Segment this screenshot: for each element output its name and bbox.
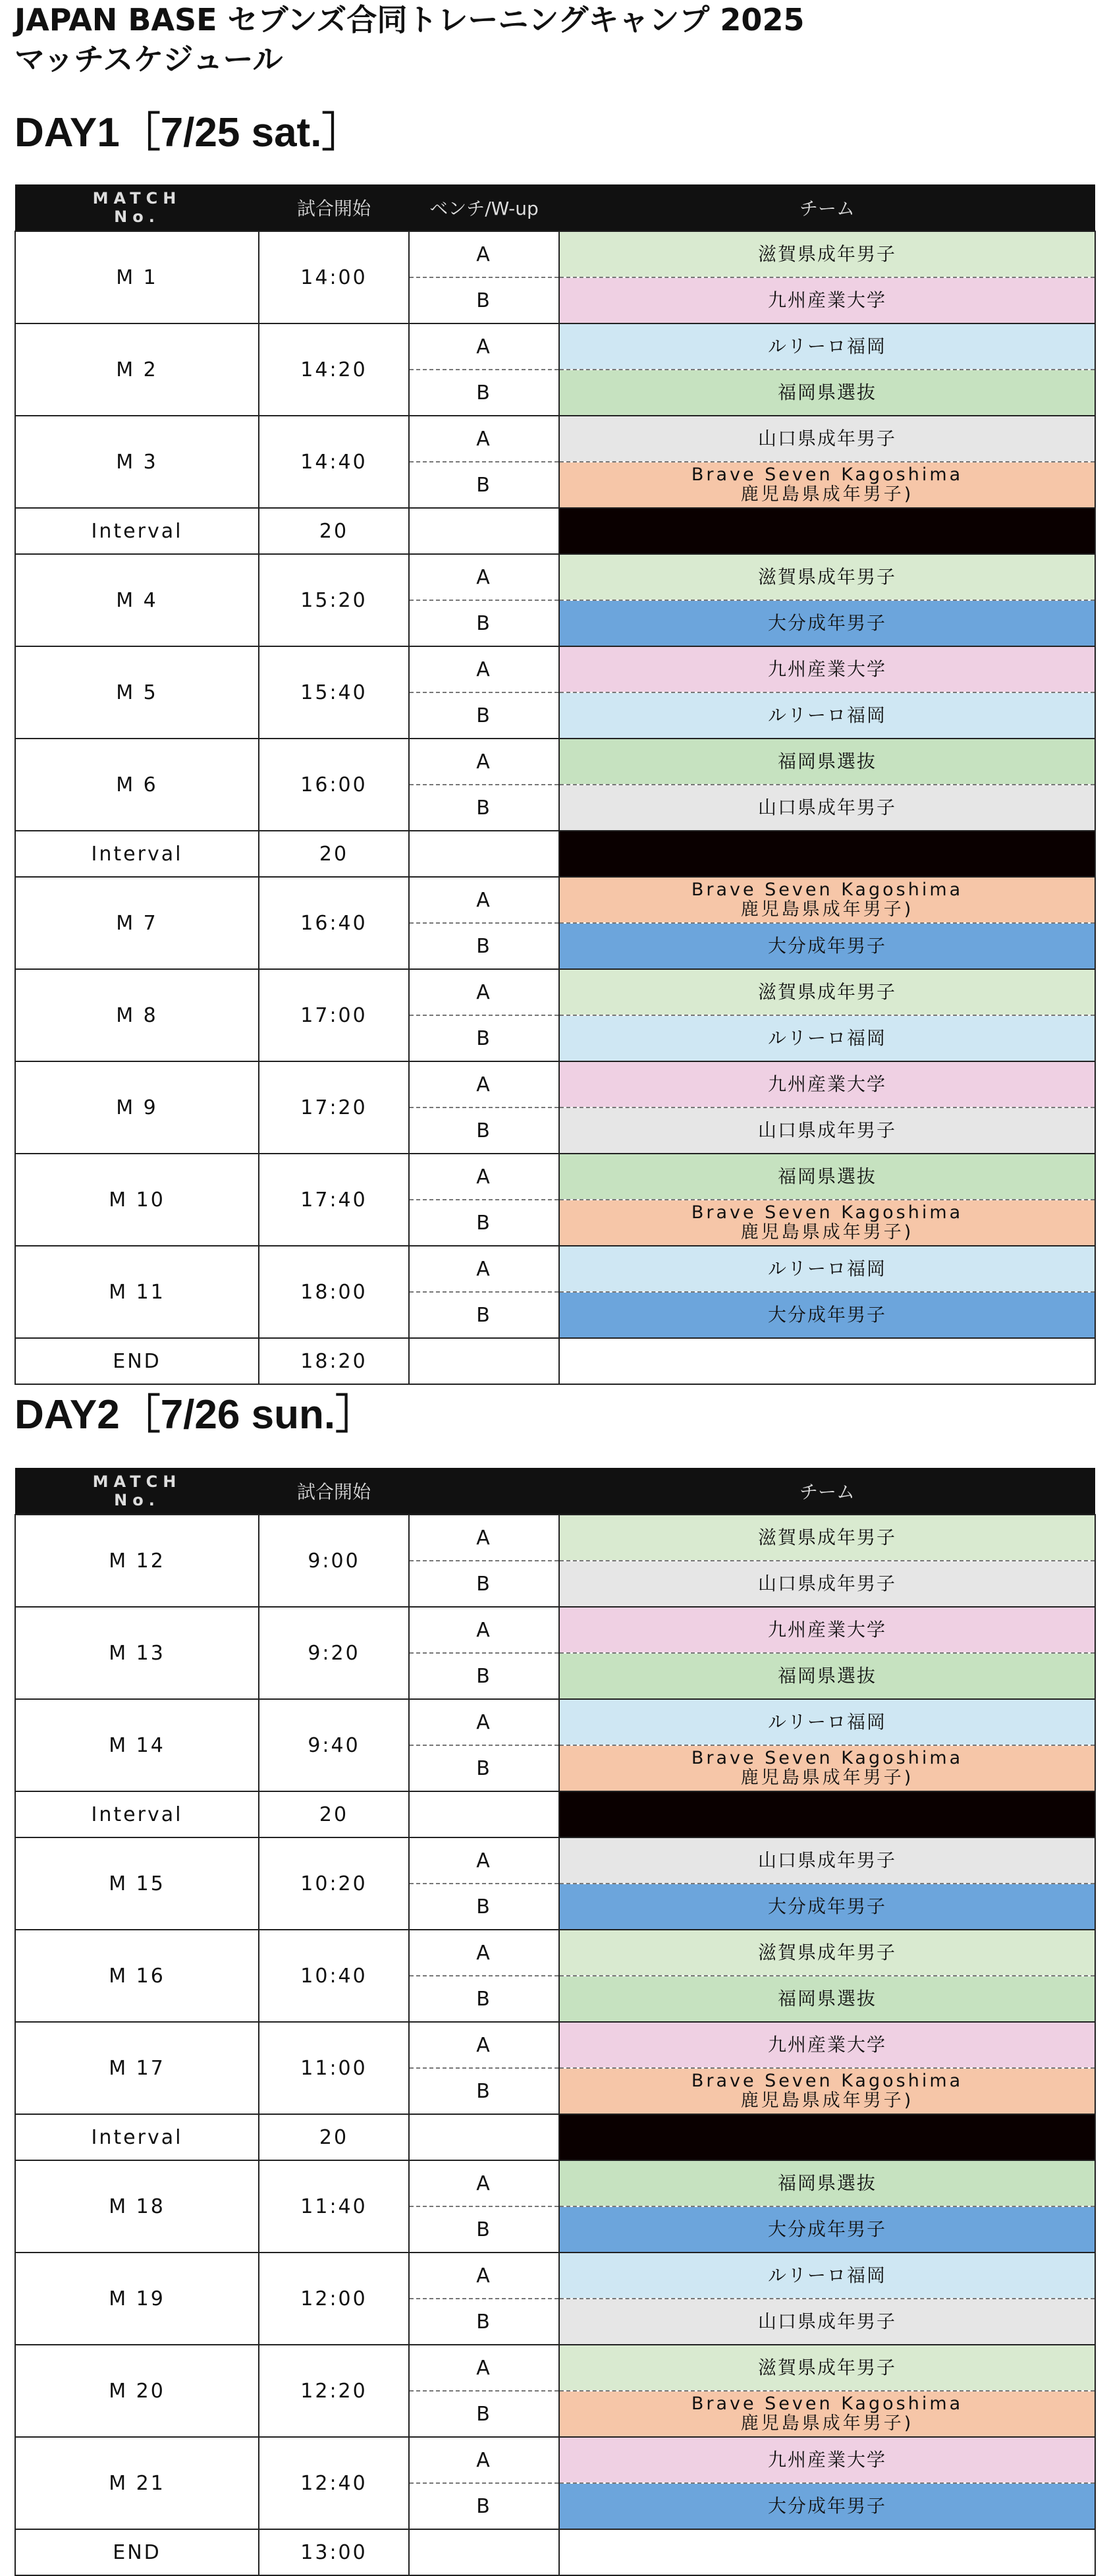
team-a: 山口県成年男子: [559, 1837, 1095, 1884]
bench-label-b: B: [409, 785, 559, 831]
end-time: 13:00: [259, 2529, 409, 2575]
start-time: 16:40: [259, 877, 409, 969]
interval-bar: [559, 508, 1095, 554]
bench-label-b: B: [409, 462, 559, 508]
interval-label: Interval: [15, 2114, 259, 2160]
start-time: 14:00: [259, 231, 409, 323]
interval-duration: 20: [259, 1791, 409, 1837]
bench-label-b: B: [409, 2483, 559, 2529]
match-no-header: MATCH No.: [15, 1468, 259, 1515]
team-a: 滋賀県成年男子: [559, 2345, 1095, 2391]
bench-header: ベンチ/W-up: [409, 184, 559, 231]
interval-row: [15, 508, 1095, 554]
interval-duration: 20: [259, 508, 409, 554]
match-row: [15, 1246, 1095, 1292]
interval-duration: 20: [259, 2114, 409, 2160]
bench-empty: [409, 1791, 559, 1837]
match-row: [15, 1837, 1095, 1884]
page-subtitle: マッチスケジュール: [14, 42, 283, 77]
bench-label-b: B: [409, 370, 559, 416]
table-header-row: [15, 1468, 1095, 1515]
team-b: 大分成年男子: [559, 600, 1095, 646]
match-row: [15, 2160, 1095, 2206]
match-number: M 11: [15, 1246, 259, 1338]
team-b: ルリーロ福岡: [559, 692, 1095, 739]
start-time: 10:20: [259, 1837, 409, 1930]
bench-label-a: A: [409, 969, 559, 1015]
match-number: M 8: [15, 969, 259, 1061]
match-no-header: MATCH No.: [15, 184, 259, 231]
team-a: 滋賀県成年男子: [559, 554, 1095, 600]
match-number: M 3: [15, 416, 259, 508]
team-b: 福岡県選抜: [559, 1976, 1095, 2022]
bench-label-a: A: [409, 554, 559, 600]
start-time: 9:40: [259, 1699, 409, 1791]
match-number: M 5: [15, 646, 259, 739]
bench-label-a: A: [409, 1699, 559, 1745]
match-row: [15, 969, 1095, 1015]
team-a: 九州産業大学: [559, 2437, 1095, 2483]
match-row: [15, 416, 1095, 462]
interval-bar: [559, 1791, 1095, 1837]
match-number: M 1: [15, 231, 259, 323]
match-row: [15, 323, 1095, 370]
team-a: ルリーロ福岡: [559, 323, 1095, 370]
match-row: [15, 646, 1095, 692]
team-b: 大分成年男子: [559, 1884, 1095, 1930]
bench-label-a: A: [409, 1154, 559, 1200]
team-b: 山口県成年男子: [559, 1561, 1095, 1607]
bench-label-a: A: [409, 416, 559, 462]
start-time: 18:00: [259, 1246, 409, 1338]
match-number: M 7: [15, 877, 259, 969]
bench-label-a: A: [409, 2345, 559, 2391]
match-row: [15, 231, 1095, 277]
match-row: [15, 739, 1095, 785]
start-time-header: 試合開始: [259, 184, 409, 231]
bench-label-a: A: [409, 1061, 559, 1107]
match-number: M 17: [15, 2022, 259, 2114]
bench-label-a: A: [409, 1246, 559, 1292]
bench-empty: [409, 508, 559, 554]
team-b: 福岡県選抜: [559, 1653, 1095, 1699]
interval-label: Interval: [15, 508, 259, 554]
bench-label-b: B: [409, 2206, 559, 2253]
start-time: 11:00: [259, 2022, 409, 2114]
bench-label-a: A: [409, 323, 559, 370]
bench-label-b: B: [409, 1292, 559, 1338]
bench-label-b: B: [409, 2391, 559, 2437]
bench-label-b: B: [409, 923, 559, 969]
match-row: [15, 1515, 1095, 1561]
team-b: 山口県成年男子: [559, 1107, 1095, 1154]
bench-label-b: B: [409, 2068, 559, 2114]
end-label: END: [15, 2529, 259, 2575]
start-time-header: 試合開始: [259, 1468, 409, 1515]
bench-label-b: B: [409, 1653, 559, 1699]
bench-label-b: B: [409, 692, 559, 739]
bench-label-b: B: [409, 1107, 559, 1154]
end-empty: [559, 2529, 1095, 2575]
bench-label-b: B: [409, 1015, 559, 1061]
end-label: END: [15, 1338, 259, 1384]
team-b: 大分成年男子: [559, 2483, 1095, 2529]
end-time: 18:20: [259, 1338, 409, 1384]
team-b: ルリーロ福岡: [559, 1015, 1095, 1061]
team-b: Brave Seven Kagoshima 鹿児島県成年男子): [559, 2391, 1095, 2437]
team-a: ルリーロ福岡: [559, 1699, 1095, 1745]
match-number: M 16: [15, 1930, 259, 2022]
match-number: M 10: [15, 1154, 259, 1246]
bench-label-a: A: [409, 739, 559, 785]
match-row: [15, 877, 1095, 923]
day1-title: DAY1［7/25 sat.］: [14, 110, 363, 155]
start-time: 17:40: [259, 1154, 409, 1246]
bench-empty: [409, 2529, 559, 2575]
bench-empty: [409, 831, 559, 877]
interval-label: Interval: [15, 1791, 259, 1837]
team-a: 九州産業大学: [559, 1061, 1095, 1107]
match-row: [15, 2345, 1095, 2391]
interval-bar: [559, 2114, 1095, 2160]
team-a: Brave Seven Kagoshima 鹿児島県成年男子): [559, 877, 1095, 923]
match-row: [15, 554, 1095, 600]
bench-label-b: B: [409, 277, 559, 323]
end-empty: [559, 1338, 1095, 1384]
team-a: 九州産業大学: [559, 2022, 1095, 2068]
team-b: Brave Seven Kagoshima 鹿児島県成年男子): [559, 1745, 1095, 1791]
start-time: 17:20: [259, 1061, 409, 1154]
match-number: M 2: [15, 323, 259, 416]
team-a: 九州産業大学: [559, 646, 1095, 692]
bench-header: [409, 1468, 559, 1515]
bench-label-a: A: [409, 877, 559, 923]
day1-schedule-table: [14, 184, 1096, 1385]
match-row: [15, 1607, 1095, 1653]
match-number: M 12: [15, 1515, 259, 1607]
match-row: [15, 2022, 1095, 2068]
team-b: 九州産業大学: [559, 277, 1095, 323]
match-row: [15, 1699, 1095, 1745]
team-header: チーム: [559, 1468, 1095, 1515]
match-row: [15, 2253, 1095, 2299]
table-header-row: [15, 184, 1095, 231]
team-header: チーム: [559, 184, 1095, 231]
team-b: 大分成年男子: [559, 923, 1095, 969]
team-b: Brave Seven Kagoshima 鹿児島県成年男子): [559, 1200, 1095, 1246]
bench-label-a: A: [409, 1607, 559, 1653]
bench-label-a: A: [409, 2022, 559, 2068]
interval-row: [15, 1791, 1095, 1837]
bench-label-a: A: [409, 2253, 559, 2299]
team-a: 福岡県選抜: [559, 739, 1095, 785]
bench-label-a: A: [409, 2437, 559, 2483]
team-b: 山口県成年男子: [559, 2299, 1095, 2345]
match-row: [15, 2437, 1095, 2483]
bench-label-a: A: [409, 1837, 559, 1884]
interval-row: [15, 831, 1095, 877]
bench-label-b: B: [409, 1884, 559, 1930]
team-b: Brave Seven Kagoshima 鹿児島県成年男子): [559, 2068, 1095, 2114]
bench-label-a: A: [409, 1930, 559, 1976]
bench-label-b: B: [409, 1745, 559, 1791]
bench-label-b: B: [409, 1976, 559, 2022]
bench-label-a: A: [409, 231, 559, 277]
team-a: 福岡県選抜: [559, 2160, 1095, 2206]
start-time: 12:00: [259, 2253, 409, 2345]
team-b: 福岡県選抜: [559, 370, 1095, 416]
interval-row: [15, 2114, 1095, 2160]
start-time: 12:20: [259, 2345, 409, 2437]
bench-label-a: A: [409, 646, 559, 692]
end-row: [15, 2529, 1095, 2575]
bench-empty: [409, 1338, 559, 1384]
team-a: ルリーロ福岡: [559, 2253, 1095, 2299]
match-row: [15, 1061, 1095, 1107]
start-time: 9:20: [259, 1607, 409, 1699]
team-a: 山口県成年男子: [559, 416, 1095, 462]
bench-label-b: B: [409, 600, 559, 646]
page-title: JAPAN BASE セブンズ合同トレーニングキャンプ 2025: [14, 2, 805, 38]
bench-label-b: B: [409, 1561, 559, 1607]
start-time: 14:20: [259, 323, 409, 416]
match-number: M 20: [15, 2345, 259, 2437]
match-number: M 18: [15, 2160, 259, 2253]
match-number: M 9: [15, 1061, 259, 1154]
team-a: 滋賀県成年男子: [559, 1515, 1095, 1561]
start-time: 10:40: [259, 1930, 409, 2022]
end-row: [15, 1338, 1095, 1384]
day2-schedule-table: [14, 1468, 1096, 2576]
start-time: 16:00: [259, 739, 409, 831]
match-number: M 14: [15, 1699, 259, 1791]
match-number: M 15: [15, 1837, 259, 1930]
interval-bar: [559, 831, 1095, 877]
start-time: 15:20: [259, 554, 409, 646]
interval-duration: 20: [259, 831, 409, 877]
bench-label-a: A: [409, 2160, 559, 2206]
match-number: M 21: [15, 2437, 259, 2529]
match-number: M 19: [15, 2253, 259, 2345]
team-a: 滋賀県成年男子: [559, 969, 1095, 1015]
team-a: 九州産業大学: [559, 1607, 1095, 1653]
match-number: M 13: [15, 1607, 259, 1699]
start-time: 12:40: [259, 2437, 409, 2529]
team-a: 福岡県選抜: [559, 1154, 1095, 1200]
match-row: [15, 1930, 1095, 1976]
team-b: 山口県成年男子: [559, 785, 1095, 831]
start-time: 15:40: [259, 646, 409, 739]
bench-label-a: A: [409, 1515, 559, 1561]
team-a: 滋賀県成年男子: [559, 231, 1095, 277]
team-b: Brave Seven Kagoshima 鹿児島県成年男子): [559, 462, 1095, 508]
bench-empty: [409, 2114, 559, 2160]
interval-label: Interval: [15, 831, 259, 877]
start-time: 9:00: [259, 1515, 409, 1607]
match-row: [15, 1154, 1095, 1200]
bench-label-b: B: [409, 2299, 559, 2345]
team-a: 滋賀県成年男子: [559, 1930, 1095, 1976]
start-time: 17:00: [259, 969, 409, 1061]
match-number: M 6: [15, 739, 259, 831]
start-time: 14:40: [259, 416, 409, 508]
team-a: ルリーロ福岡: [559, 1246, 1095, 1292]
team-b: 大分成年男子: [559, 2206, 1095, 2253]
day2-title: DAY2［7/26 sun.］: [14, 1392, 377, 1438]
team-b: 大分成年男子: [559, 1292, 1095, 1338]
bench-label-b: B: [409, 1200, 559, 1246]
start-time: 11:40: [259, 2160, 409, 2253]
match-number: M 4: [15, 554, 259, 646]
